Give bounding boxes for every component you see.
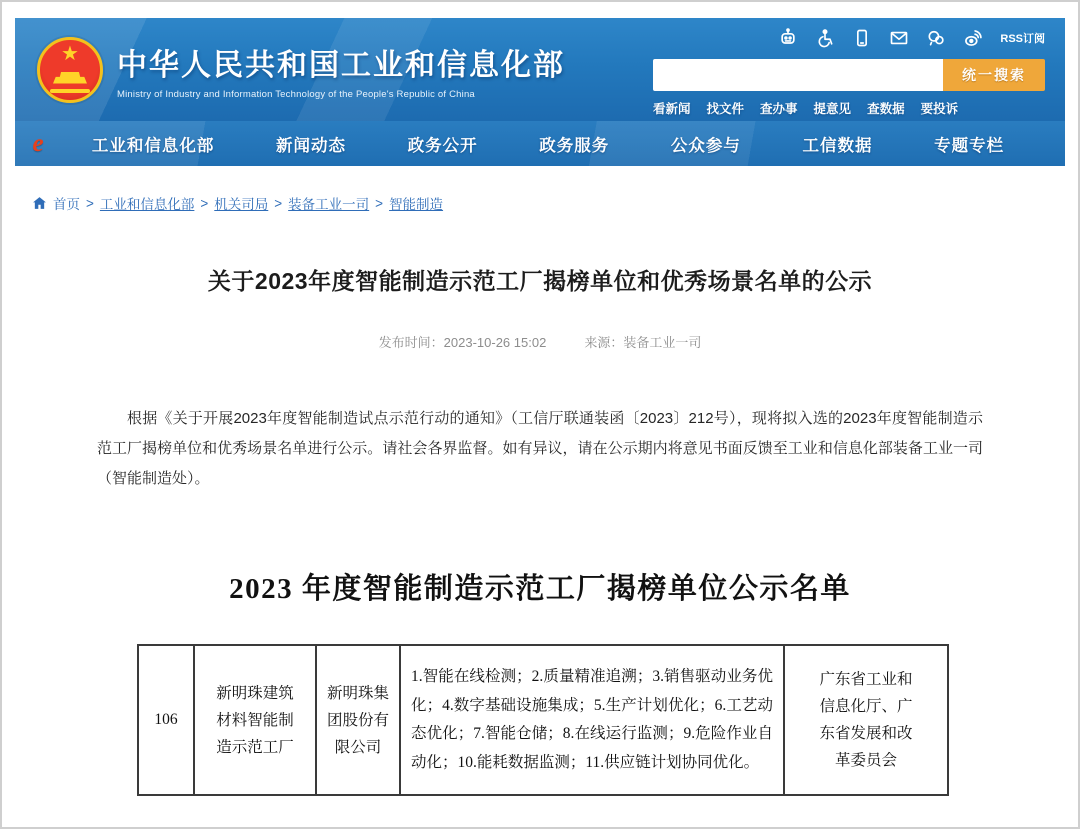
- article-meta: [2, 332, 1078, 351]
- nav-item-disclosure[interactable]: 政务公开: [407, 136, 478, 155]
- nav-item-news[interactable]: 新闻动态: [275, 136, 346, 155]
- weibo-icon[interactable]: [963, 28, 983, 48]
- shortlist-table: [137, 644, 949, 796]
- home-icon[interactable]: [32, 196, 47, 210]
- article-paragraph: 根据《关于开展2023年度智能制造试点示范行动的通知》（工信厅联通装函〔2023〕212号），现将拟入选的2023年度智能制造示范工厂揭榜单位和优秀场景名单进行公示。请社会各界监督。如有异议，请在公示期内将意见书面反馈至工业和信息化部装备工业一司（智能制造处）。: [97, 410, 983, 487]
- site-title: 中华人民共和国工业和信息化部: [117, 48, 565, 82]
- quick-link-suggest[interactable]: 提意见: [813, 102, 852, 116]
- quick-link-news[interactable]: 看新闻: [653, 102, 691, 116]
- cell-recommender: 广东省工业和信息化厅、广东省发展和改革委员会: [784, 645, 948, 795]
- quick-link-services[interactable]: 查办事: [760, 102, 798, 116]
- nav-item-ministry[interactable]: 工业和信息化部: [91, 136, 215, 155]
- publish-time: 2023-10-26 15:02: [443, 335, 547, 350]
- source-value: 装备工业一司: [623, 335, 702, 350]
- publish-label: 发布时间：: [378, 335, 444, 350]
- nav-item-topics[interactable]: 专题专栏: [934, 136, 1005, 155]
- breadcrumb-home[interactable]: 首页: [53, 197, 80, 212]
- rss-link[interactable]: RSS订阅: [1000, 33, 1045, 45]
- table-row: [138, 645, 948, 795]
- cell-company: 新明珠集团股份有限公司: [316, 645, 400, 795]
- main-nav: [15, 121, 1065, 166]
- source-label: 来源：: [584, 335, 624, 350]
- quick-link-files[interactable]: 找文件: [706, 102, 745, 116]
- search-input[interactable]: [653, 59, 943, 91]
- search-button[interactable]: 统一搜索: [943, 59, 1045, 91]
- accessibility-icon[interactable]: [815, 28, 835, 48]
- quick-links: [653, 99, 1045, 117]
- nav-item-services[interactable]: 政务服务: [539, 136, 610, 155]
- cell-index: 106: [138, 645, 194, 795]
- breadcrumb-current[interactable]: 智能制造: [389, 197, 444, 212]
- quick-link-data[interactable]: 查数据: [867, 102, 905, 116]
- breadcrumb-equipment-dept[interactable]: 装备工业一司: [288, 197, 370, 212]
- list-title: 2023 年度智能制造示范工厂揭榜单位公示名单: [229, 573, 851, 605]
- breadcrumb: 首页 > 工业和信息化部 > 机关司局 > 装备工业一司 > 智能制造: [32, 193, 1078, 213]
- cell-factory: 新明珠建筑材料智能制造示范工厂: [194, 645, 316, 795]
- article-title: 关于2023年度智能制造示范工厂揭榜单位和优秀场景名单的公示: [207, 268, 873, 294]
- breadcrumb-ministry[interactable]: 工业和信息化部: [99, 197, 195, 212]
- national-emblem-icon: ★: [37, 37, 103, 103]
- mail-icon[interactable]: [889, 28, 909, 48]
- utility-icon-row: [653, 21, 1045, 55]
- quick-link-complaint[interactable]: 要投诉: [920, 102, 959, 116]
- gov-e-logo-icon[interactable]: e: [32, 129, 44, 157]
- mobile-icon[interactable]: [852, 28, 872, 48]
- site-subtitle: Ministry of Industry and Information Technology of the People's Republic of China: [117, 88, 475, 100]
- wechat-icon[interactable]: [926, 28, 946, 48]
- site-header: [15, 18, 1065, 121]
- nav-item-data[interactable]: 工信数据: [802, 136, 873, 155]
- breadcrumb-departments[interactable]: 机关司局: [214, 197, 269, 212]
- cell-scenarios: 1.智能在线检测；2.质量精准追溯；3.销售驱动业务优化；4.数字基础设施集成；5.生产计划优化；6.工艺动态优化；7.智能仓储；8.在线运行监测；9.危险作业自动化；10.能耗数据监测；11.供应链计划协同优化。: [400, 645, 784, 795]
- nav-item-participation[interactable]: 公众参与: [670, 136, 741, 155]
- site-brand[interactable]: [15, 37, 565, 103]
- mascot-icon[interactable]: [778, 28, 798, 48]
